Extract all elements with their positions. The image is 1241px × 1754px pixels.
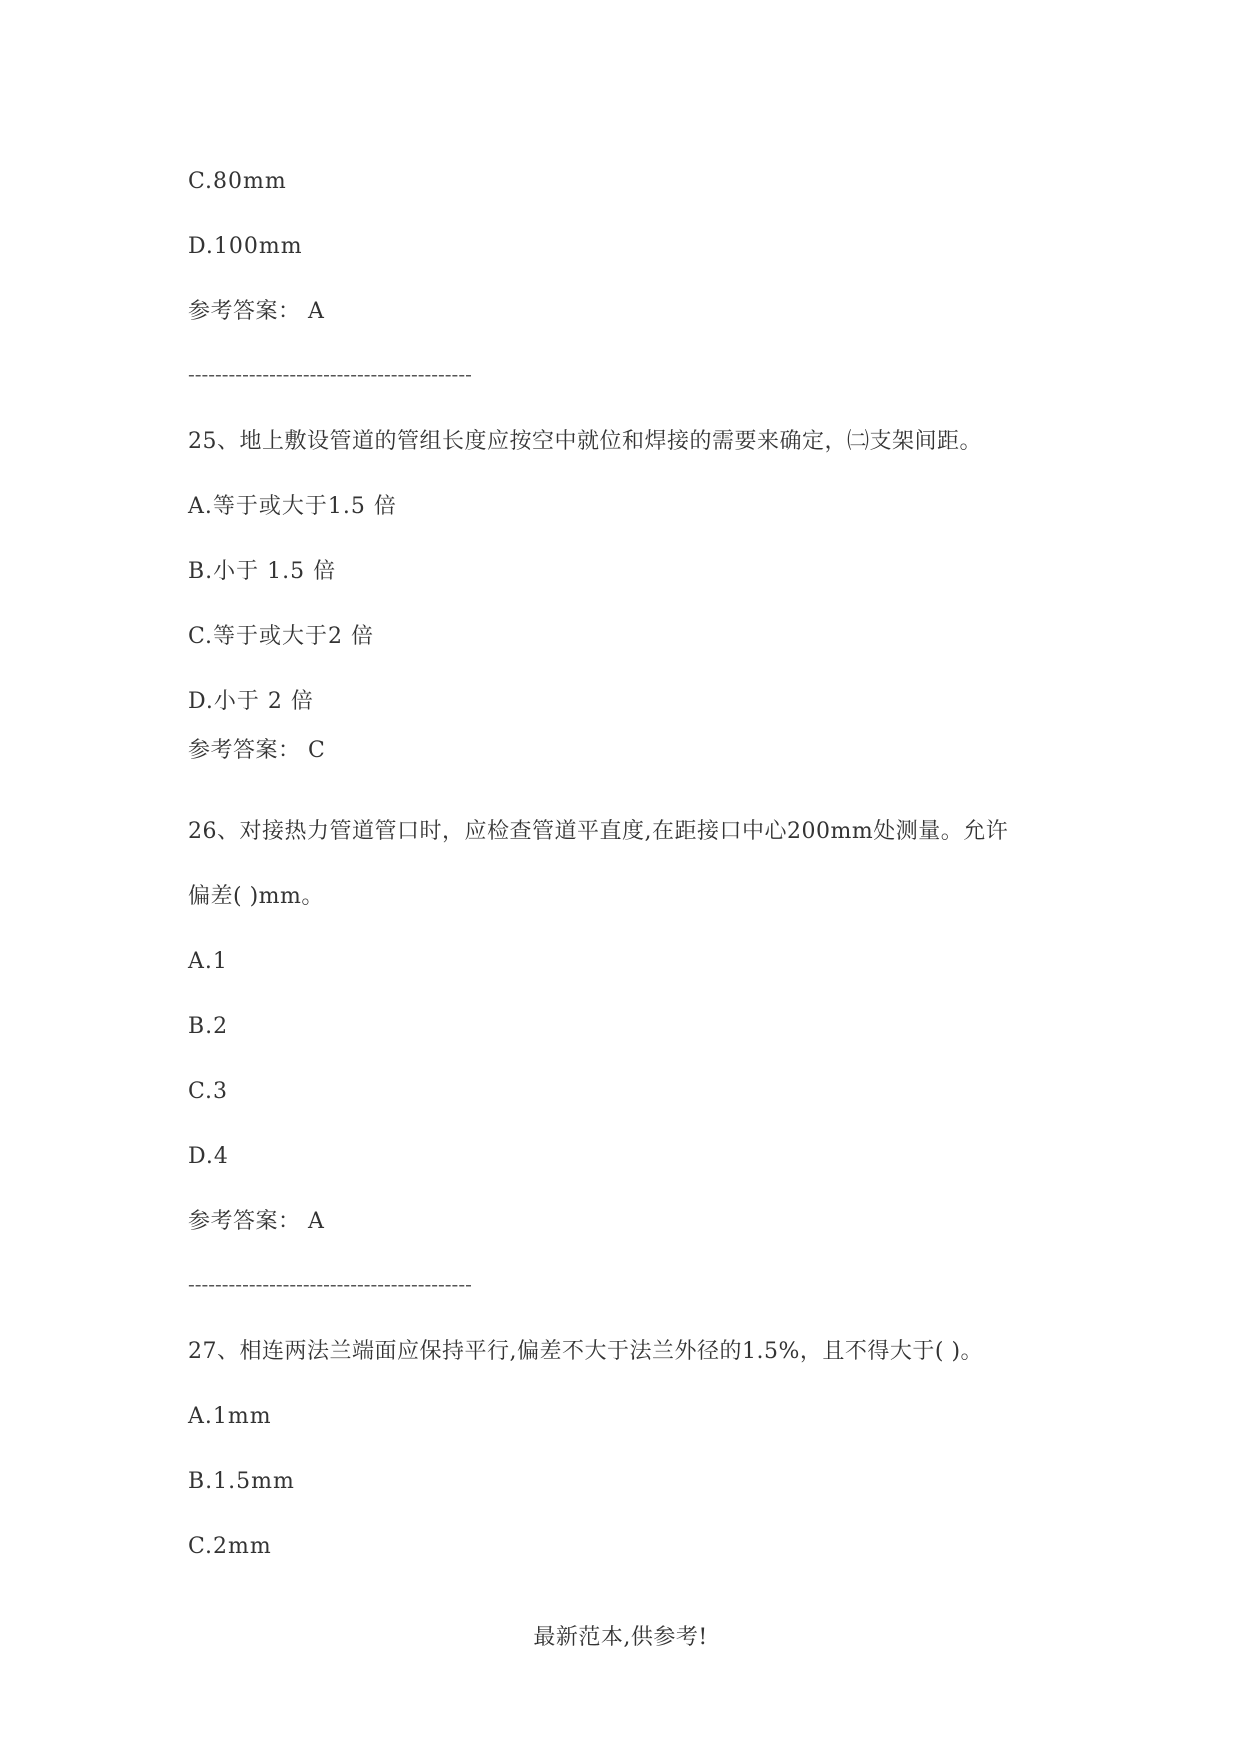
q25-option-c: C.等于或大于2 倍 — [188, 624, 375, 649]
q26-option-a: A.1 — [188, 949, 228, 974]
divider-1: ------------------------------------------ — [188, 362, 472, 386]
option-c-prev: C.80mm — [188, 169, 287, 194]
q25-option-a: A.等于或大于1.5 倍 — [188, 494, 397, 519]
q25-option-d: D.小于 2 倍 — [188, 689, 314, 714]
q25-option-b: B.小于 1.5 倍 — [188, 559, 337, 584]
question-26-line2: 偏差( )mm。 — [188, 884, 324, 909]
q26-answer: 参考答案： A — [188, 1209, 325, 1234]
question-27: 27、相连两法兰端面应保持平行,偏差不大于法兰外径的1.5%，且不得大于( )。 — [188, 1339, 984, 1364]
question-25: 25、地上敷设管道的管组长度应按空中就位和焊接的需要来确定，㈡支架间距。 — [188, 429, 982, 454]
q26-option-b: B.2 — [188, 1014, 229, 1039]
answer-prev: 参考答案： A — [188, 299, 325, 324]
q26-option-d: D.4 — [188, 1144, 229, 1169]
q26-option-c: C.3 — [188, 1079, 229, 1104]
divider-2: ------------------------------------------ — [188, 1272, 472, 1296]
q25-answer: 参考答案： C — [188, 738, 326, 763]
question-26-line1: 26、对接热力管道管口时，应检查管道平直度,在距接口中心200mm处测量。允许 — [188, 819, 1009, 844]
q27-option-a: A.1mm — [188, 1404, 272, 1429]
q27-option-b: B.1.5mm — [188, 1469, 295, 1494]
page-footer: 最新范本,供参考! — [533, 1625, 708, 1650]
q27-option-c: C.2mm — [188, 1534, 272, 1559]
option-d-prev: D.100mm — [188, 234, 303, 259]
